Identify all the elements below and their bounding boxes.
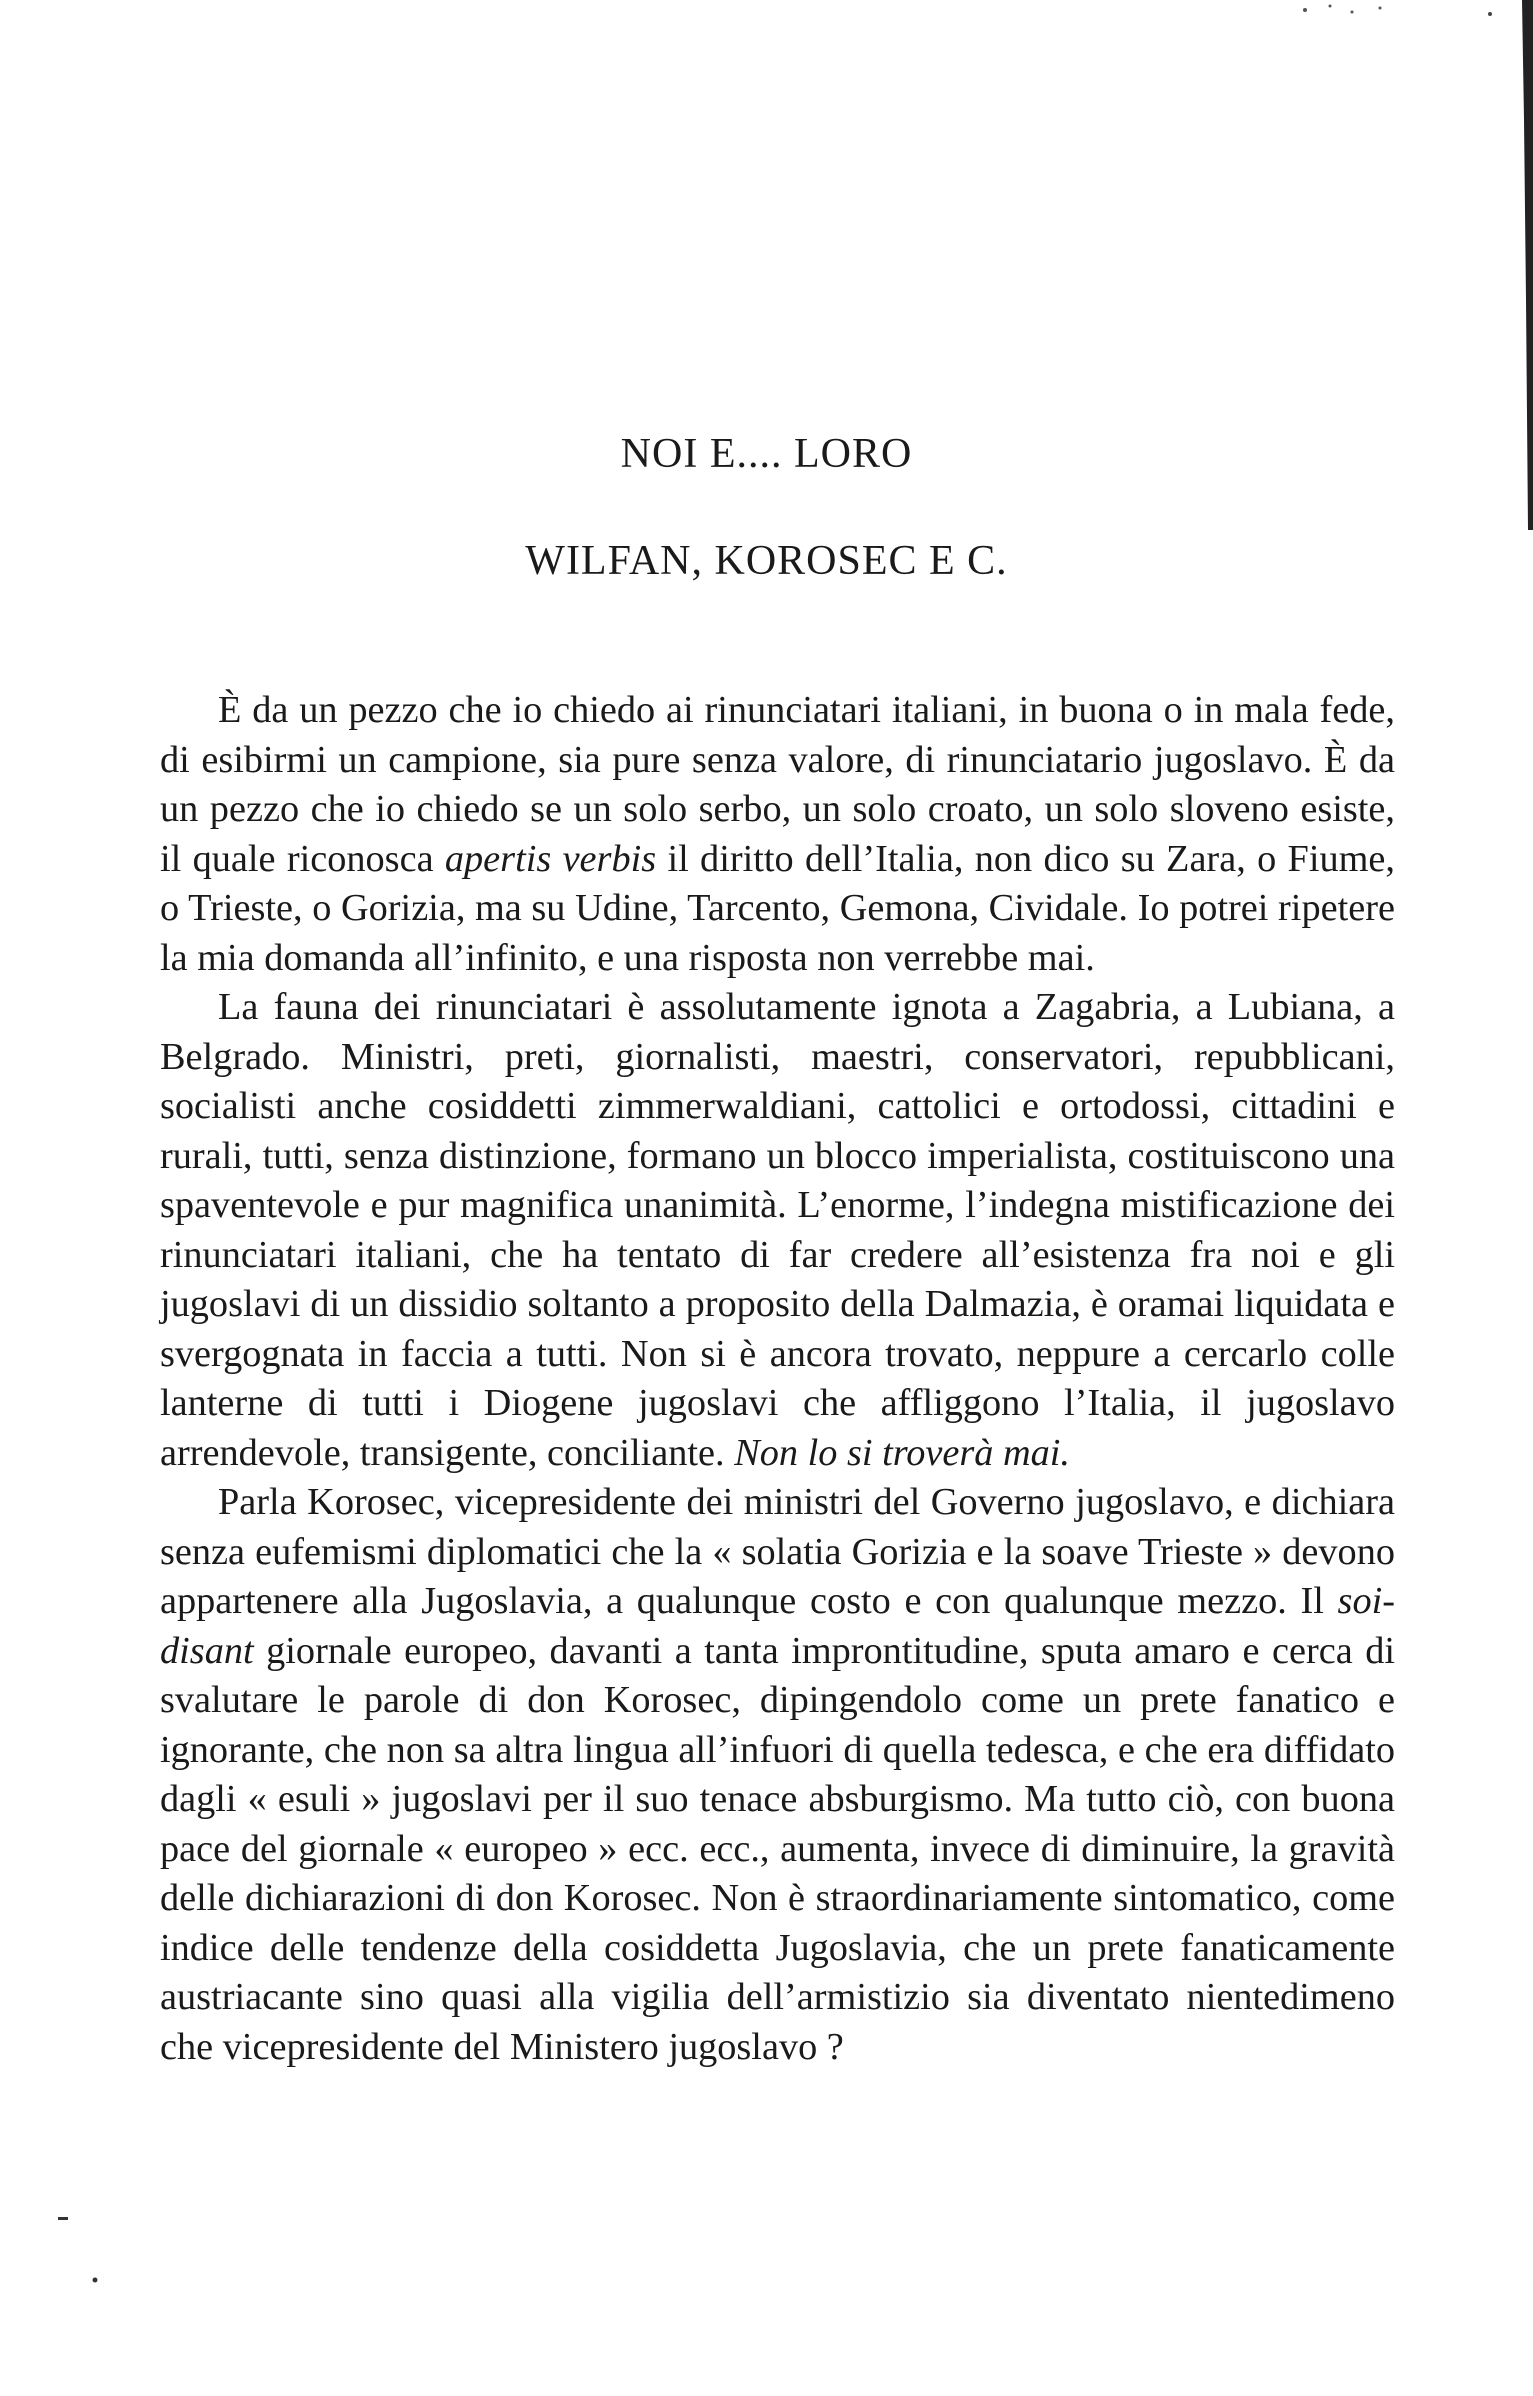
- text-run: il diritto dell’Italia, non dico su Zara, o Fiume, o Trieste, o Gorizia, ma su Udine, Tarcento, Gemona, Cividale. Io potrei ripetere la mia domanda all’infinito, e una risposta non verrebbe mai.: [160, 837, 1395, 979]
- dust-speck: [93, 2278, 98, 2283]
- dust-speck: [1329, 5, 1332, 8]
- dust-speck: [1488, 12, 1492, 16]
- paragraph: [160, 686, 1395, 983]
- text-run: giornale europeo, davanti a tanta improntitudine, sputa amaro e cerca di svalutare le parole di don Korosec, dipingendolo come un prete fanatico e ignorante, che non sa altra lingua all’infuori di quella tedesca, e che era diffidato dagli « esuli » jugoslavi per il suo tenace absburgismo. Ma tutto ciò, con buona pace del giornale « europeo » ecc. ecc., aumenta, invece di diminuire, la gravità delle dichiarazioni di don Korosec. Non è straordinariamente sintomatico, come indice delle tendenze della cosiddetta Jugoslavia, che un prete fanaticamente austriacante sino quasi alla vigilia dell’armistizio sia diventato nientedimeno che vicepresidente del Ministero jugoslavo ?: [160, 1629, 1395, 2068]
- text-run: Parla Korosec, vicepresidente dei ministri del Governo jugoslavo, e dichiara senza eufemismi diplomatici che la « solatia Gorizia e la soave Trieste » devono appartenere alla Jugoslavia, a qualunque costo e con qualunque mezzo. Il: [160, 1481, 1395, 1622]
- dust-speck: [1303, 8, 1307, 12]
- text-run: La fauna dei rinunciatari è assolutamente ignota a Zagabria, a Lubiana, a Belgrado. Ministri, preti, giornalisti, maestri, conservatori, repubblicani, socialisti anche cosiddetti zimmerwaldiani, cattolici e ortodossi, cittadini e rurali, tutti, senza distinzione, formano un blocco imperialista, costituiscono una spaventevole e pur magnifica unanimità. L’enorme, l’indegna mistificazione dei rinunciatari italiani, che ha tentato di far credere all’esistenza fra noi e gli jugoslavi di un dissidio soltanto a proposito della Dalmazia, è oramai liquidata e svergognata in faccia a tutti. Non si è ancora trovato, neppure a cercarlo colle lanterne di tutti i Diogene jugoslavi che affliggono l’Italia, il jugoslavo arrendevole, transigente, conciliante.: [160, 986, 1395, 1474]
- paragraph: [160, 1478, 1395, 2072]
- italic-phrase: Non lo si troverà mai.: [734, 1431, 1071, 1474]
- page-title: NOI E.... LORO: [620, 431, 913, 477]
- dust-speck: [1351, 11, 1354, 14]
- article-body: [160, 686, 1395, 2072]
- italic-phrase: soi-disant: [160, 1580, 1395, 1672]
- dust-speck: [1379, 7, 1382, 10]
- paragraph: [160, 983, 1395, 1478]
- dust-mark: [58, 2217, 68, 2220]
- italic-phrase: apertis verbis: [444, 837, 657, 880]
- article-subtitle: WILFAN, KOROSEC E C.: [525, 538, 1008, 584]
- text-run: È da un pezzo che io chiedo ai rinunciatari italiani, in buona o in mala fede, di esibirmi un campione, sia pure senza valore, di rinunciatario jugoslavo. È da un pezzo che io chiedo se un solo serbo, un solo croato, un solo sloveno esiste, il quale riconosca: [160, 689, 1395, 880]
